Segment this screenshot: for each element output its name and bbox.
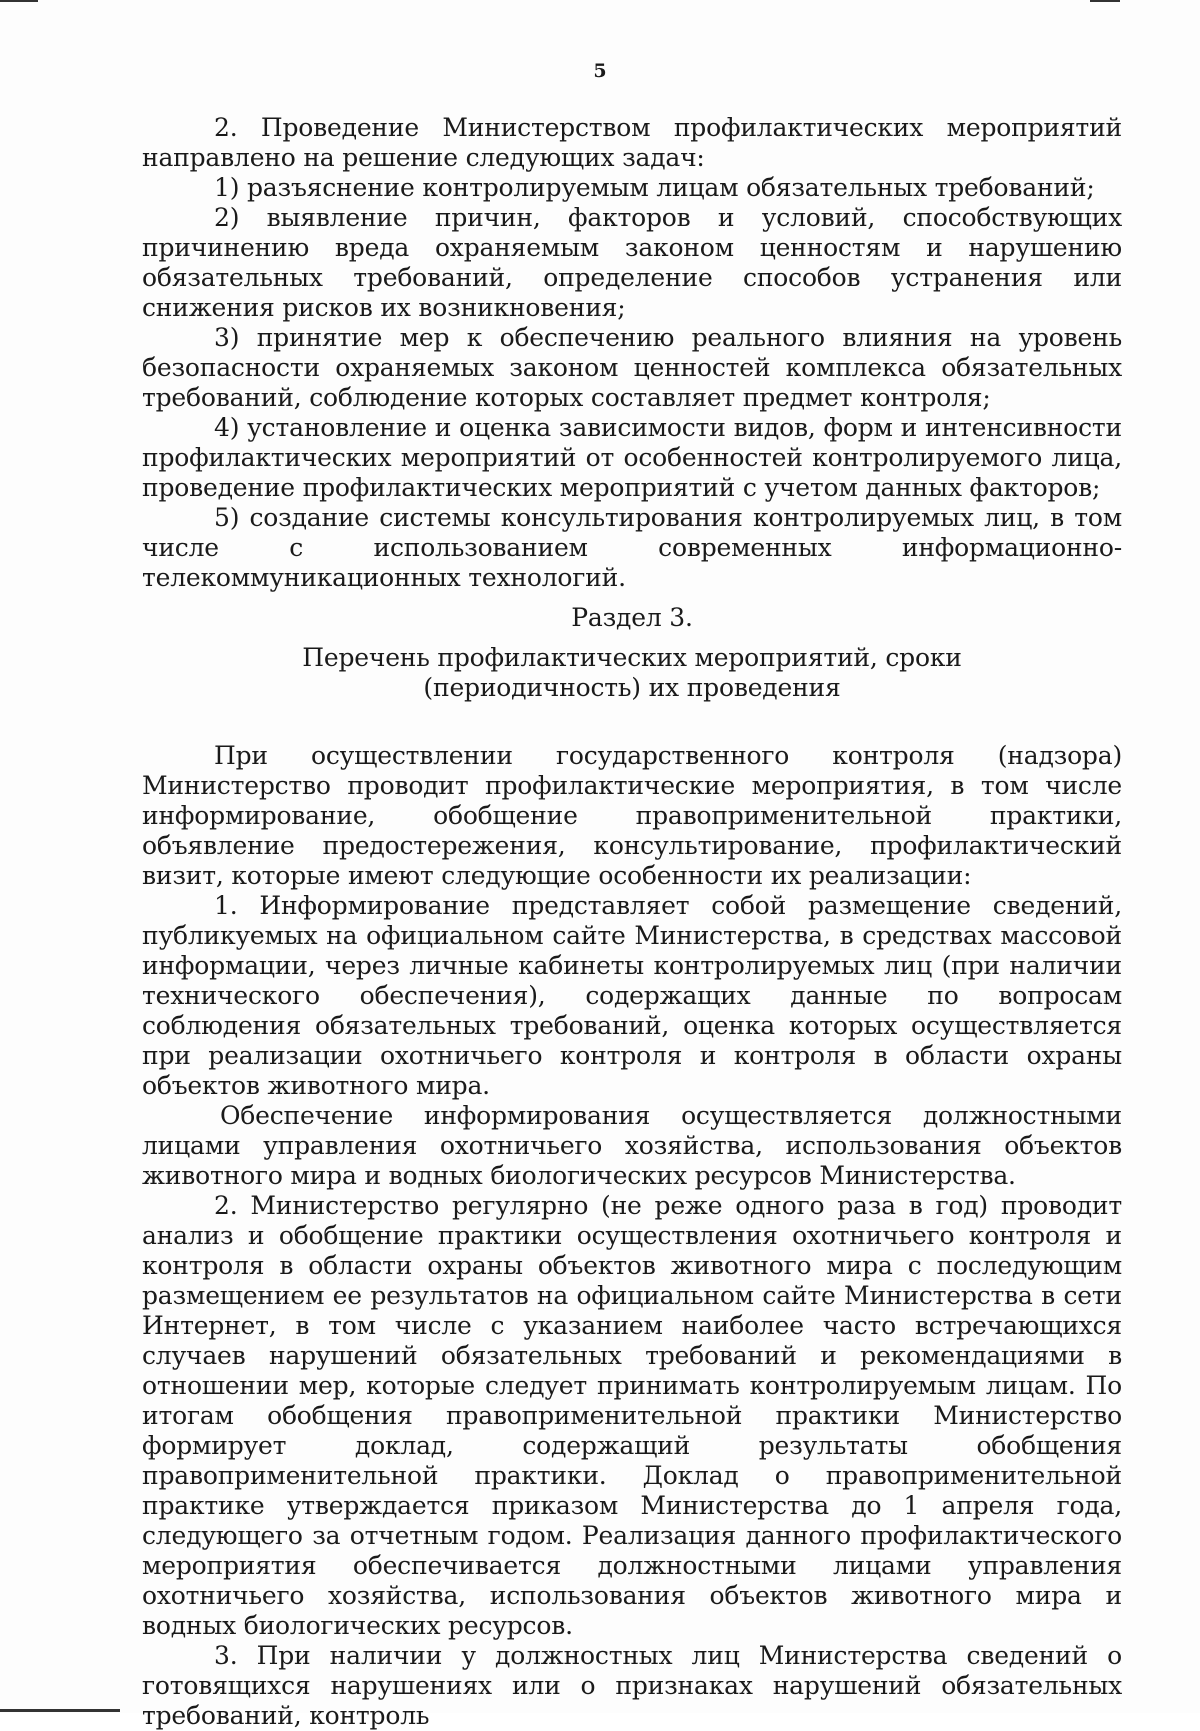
scan-edge-mark: [1090, 0, 1120, 2]
scan-edge-mark: [0, 1709, 120, 1712]
paragraph-goals-intro: 2. Проведение Министерством профилактических мероприятий направлено на решение следующих задач:: [142, 113, 1122, 172]
list-item: 5) создание системы консультирования контролируемых лиц, в том числе с использованием современных информационно-телекоммуникационных технологий.: [142, 503, 1122, 592]
paragraph: 1. Информирование представляет собой размещение сведений, публикуемых на официальном сайте Министерства, в средствах массовой информации, через личные кабинеты контролируемых лиц (при наличии технического обеспечения), содержащих данные по вопросам соблюдения обязательных требований, оценка которых осуществляется при реализации охотничьего контроля и контроля в области охраны объектов животного мира.: [142, 891, 1122, 1100]
section-heading: Раздел 3.: [571, 603, 693, 632]
scan-edge-mark: [0, 0, 38, 2]
section-title: Перечень профилактических мероприятий, сроки (периодичность) их проведения: [302, 643, 962, 702]
paragraph: Обеспечение информирования осуществляется должностными лицами управления охотничьего хозяйства, использования объектов животного мира и водных биологических ресурсов Министерства.: [142, 1101, 1122, 1190]
list-item: 4) установление и оценка зависимости видов, форм и интенсивности профилактических мероприятий от особенностей контролируемого лица, проведение профилактических мероприятий с учетом данных факторов;: [142, 413, 1122, 502]
list-item: 1) разъяснение контролируемым лицам обязательных требований;: [214, 173, 1095, 202]
page-number: 5: [593, 60, 607, 82]
paragraph: При осуществлении государственного контроля (надзора) Министерство проводит профилактические мероприятия, в том числе информирование, обобщение правоприменительной практики, объявление предостережения, консультирование, профилактический визит, которые имеют следующие особенности их реализации:: [142, 741, 1122, 890]
document-body: [142, 113, 1122, 1731]
list-item: 2) выявление причин, факторов и условий, способствующих причинению вреда охраняемым законом ценностям и нарушению обязательных требований, определение способов устранения или снижения рисков их возникновения;: [142, 203, 1122, 322]
list-item: 3) принятие мер к обеспечению реального влияния на уровень безопасности охраняемых законом ценностей комплекса обязательных требований, соблюдение которых составляет предмет контроля;: [142, 323, 1122, 412]
paragraph: 2. Министерство регулярно (не реже одного раза в год) проводит анализ и обобщение практики осуществления охотничьего контроля и контроля в области охраны объектов животного мира с последующим размещением ее результатов на официальном сайте Министерства в сети Интернет, в том числе с указанием наиболее часто встречающихся случаев нарушений обязательных требований и рекомендациями в отношении мер, которые следует принимать контролируемым лицам. По итогам обобщения правоприменительной практики Министерство формирует доклад, содержащий результаты обобщения правоприменительной практики. Доклад о правоприменительной практике утверждается приказом Министерства до 1 апреля года, следующего за отчетным годом. Реализация данного профилактического мероприятия обеспечивается должностными лицами управления охотничьего хозяйства, использования объектов животного мира и водных биологических ресурсов.: [142, 1191, 1122, 1640]
paragraph: 3. При наличии у должностных лиц Министерства сведений о готовящихся нарушениях или о признаках нарушений обязательных требований, контроль: [142, 1641, 1122, 1730]
